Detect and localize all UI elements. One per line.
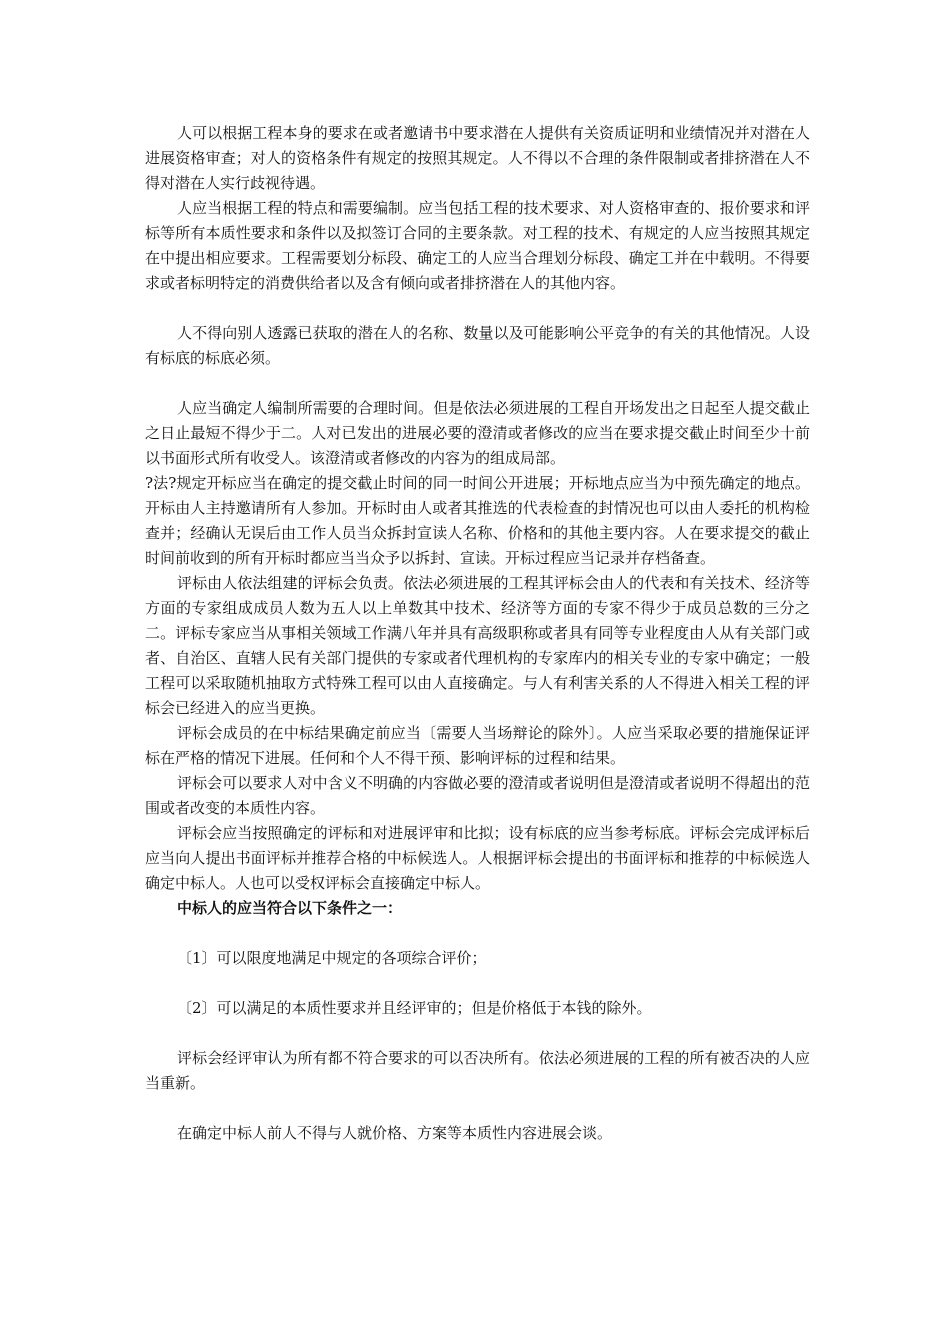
paragraph-confidential-evaluation: 评标会成员的在中标结果确定前应当〔需要人当场辩论的除外〕。人应当采取必要的措施保证评标在严格的情况下进展。任何和个人不得干预、影响评标的过程和结果。 bbox=[145, 724, 810, 767]
paragraph-no-negotiation: 在确定中标人前人不得与人就价格、方案等本质性内容进展会谈。 bbox=[177, 1124, 613, 1142]
paragraph-bidding-documents: 人应当根据工程的特点和需要编制。应当包括工程的技术要求、对人资格审查的、报价要求和评标等所有本质性要求和条件以及拟签订合同的主要条款。对工程的技术、有规定的人应当按照其规定在中提出相应要求。工程需要划分标段、确定工的人应当合理划分标段、确定工并在中载明。不得要求或者标明特定的消费供给者以及含有倾向或者排挤潜在人的其他内容。 bbox=[145, 199, 810, 292]
paragraph-preparation-time: 人应当确定人编制所需要的合理时间。但是依法必须进展的工程自开场发出之日起至人提交截止之日止最短不得少于二。人对已发出的进展必要的澄清或者修改的应当在要求提交截止时间至少十前以书面形式所有收受人。该澄清或者修改的内容为的组成局部。 bbox=[145, 399, 810, 467]
paragraph-clarification: 评标会可以要求人对中含义不明确的内容做必要的澄清或者说明但是澄清或者说明不得超出的范围或者改变的本质性内容。 bbox=[145, 774, 810, 817]
paragraph-bid-opening: ?法?规定开标应当在确定的提交截止时间的同一时间公开进展；开标地点应当为中预先确定的地点。开标由人主持邀请所有人参加。开标时由人或者其推选的代表检查的封情况也可以由人委托的机构检查并；经确认无误后由工作人员当众拆封宣读人名称、价格和的其他主要内容。人在要求提交的截止时间前收到的所有开标时都应当当众予以拆封、宣读。开标过程应当记录并存档备查。 bbox=[145, 474, 810, 567]
spacer bbox=[145, 971, 810, 996]
spacer bbox=[145, 1021, 810, 1046]
paragraph-winning-conditions-heading: 中标人的应当符合以下条件之一： bbox=[177, 899, 403, 917]
spacer bbox=[145, 921, 810, 946]
list-item-condition-2: 〔2〕可以满足的本质性要求并且经评审的；但是价格低于本钱的除外。 bbox=[177, 999, 652, 1017]
paragraph-evaluation-report: 评标会应当按照确定的评标和对进展评审和比拟；设有标底的应当参考标底。评标会完成评标后应当向人提出书面评标并推荐合格的中标候选人。人根据评标会提出的书面评标和推荐的中标候选人确定中标人。人也可以受权评标会直接确定中标人。 bbox=[145, 824, 810, 892]
paragraph-confidentiality: 人不得向别人透露已获取的潜在人的名称、数量以及可能影响公平竞争的有关的其他情况。人设有标底的标底必须。 bbox=[145, 324, 810, 367]
paragraph-reject-all: 评标会经评审认为所有都不符合要求的可以否决所有。依法必须进展的工程的所有被否决的人应当重新。 bbox=[145, 1049, 810, 1092]
spacer bbox=[145, 296, 810, 321]
paragraph-evaluation-committee: 评标由人依法组建的评标会负责。依法必须进展的工程其评标会由人的代表和有关技术、经济等方面的专家组成成员人数为五人以上单数其中技术、经济等方面的专家不得少于成员总数的三分之二。评标专家应当从事相关领域工作满八年并具有高级职称或者具有同等专业程度由人从有关部门或者、自治区、直辖人民有关部门提供的专家或者代理机构的专家库内的相关专业的专家中确定；一般工程可以采取随机抽取方式特殊工程可以由人直接确定。与人有利害关系的人不得进入相关工程的评标会已经进入的应当更换。 bbox=[145, 574, 810, 717]
list-item-condition-1: 〔1〕可以限度地满足中规定的各项综合评价； bbox=[177, 949, 487, 967]
spacer bbox=[145, 1096, 810, 1121]
spacer bbox=[145, 371, 810, 396]
paragraph-prequalification: 人可以根据工程本身的要求在或者邀请书中要求潜在人提供有关资质证明和业绩情况并对潜在人进展资格审查；对人的资格条件有规定的按照其规定。人不得以不合理的条件限制或者排挤潜在人不得对潜在人实行歧视待遇。 bbox=[145, 124, 810, 192]
document-body bbox=[145, 121, 810, 1146]
